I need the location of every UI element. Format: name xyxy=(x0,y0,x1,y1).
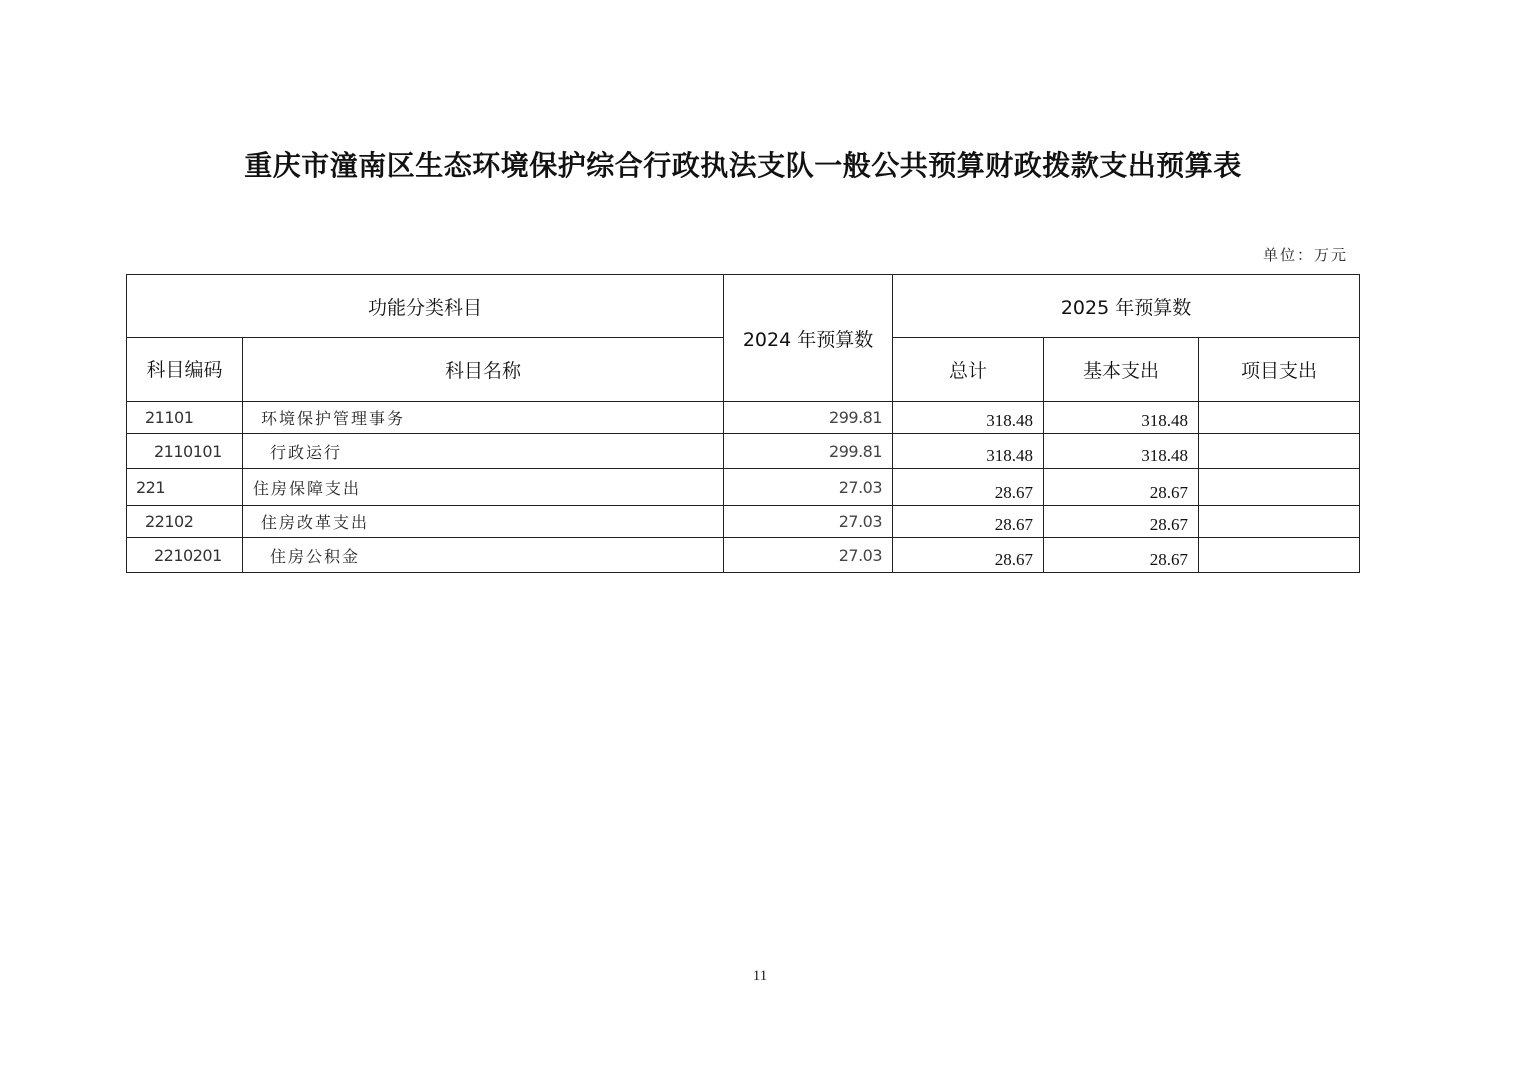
row-basic: 318.48 xyxy=(1044,402,1199,434)
header-code: 科目编码 xyxy=(127,338,243,402)
header-project: 项目支出 xyxy=(1199,338,1360,402)
row-code: 221 xyxy=(127,469,243,506)
row-project xyxy=(1199,469,1360,506)
row-code: 2210201 xyxy=(127,538,243,573)
header-name: 科目名称 xyxy=(243,338,724,402)
budget-table xyxy=(126,274,1360,573)
row-budget-2024: 299.81 xyxy=(724,434,893,469)
row-total: 28.67 xyxy=(893,538,1044,573)
row-basic: 28.67 xyxy=(1044,538,1199,573)
row-code: 2110101 xyxy=(127,434,243,469)
row-budget-2024: 27.03 xyxy=(724,538,893,573)
row-project xyxy=(1199,402,1360,434)
row-project xyxy=(1199,434,1360,469)
page-title: 重庆市潼南区生态环境保护综合行政执法支队一般公共预算财政拨款支出预算表 xyxy=(244,149,1242,182)
page-number: 11 xyxy=(752,968,768,984)
row-total: 28.67 xyxy=(893,506,1044,538)
header-basic: 基本支出 xyxy=(1044,338,1199,402)
table-row xyxy=(127,538,1360,573)
header-budget-2025: 2025 年预算数 xyxy=(893,275,1360,338)
row-basic: 28.67 xyxy=(1044,469,1199,506)
header-budget-2024: 2024 年预算数 xyxy=(724,275,893,402)
row-basic: 28.67 xyxy=(1044,506,1199,538)
row-total: 318.48 xyxy=(893,434,1044,469)
row-code: 21101 xyxy=(127,402,243,434)
table-row xyxy=(127,434,1360,469)
header-total: 总计 xyxy=(893,338,1044,402)
table-row xyxy=(127,402,1360,434)
row-name: 住房公积金 xyxy=(243,538,724,573)
header-function-category: 功能分类科目 xyxy=(127,275,724,338)
row-name: 行政运行 xyxy=(243,434,724,469)
row-total: 318.48 xyxy=(893,402,1044,434)
header-row-1 xyxy=(127,275,1360,338)
row-code: 22102 xyxy=(127,506,243,538)
row-project xyxy=(1199,538,1360,573)
table-row xyxy=(127,506,1360,538)
row-budget-2024: 299.81 xyxy=(724,402,893,434)
unit-label: 单位：万元 xyxy=(1262,246,1348,264)
row-name: 住房保障支出 xyxy=(243,469,724,506)
row-budget-2024: 27.03 xyxy=(724,469,893,506)
row-name: 住房改革支出 xyxy=(243,506,724,538)
row-total: 28.67 xyxy=(893,469,1044,506)
table-row xyxy=(127,469,1360,506)
row-name: 环境保护管理事务 xyxy=(243,402,724,434)
row-budget-2024: 27.03 xyxy=(724,506,893,538)
row-project xyxy=(1199,506,1360,538)
row-basic: 318.48 xyxy=(1044,434,1199,469)
